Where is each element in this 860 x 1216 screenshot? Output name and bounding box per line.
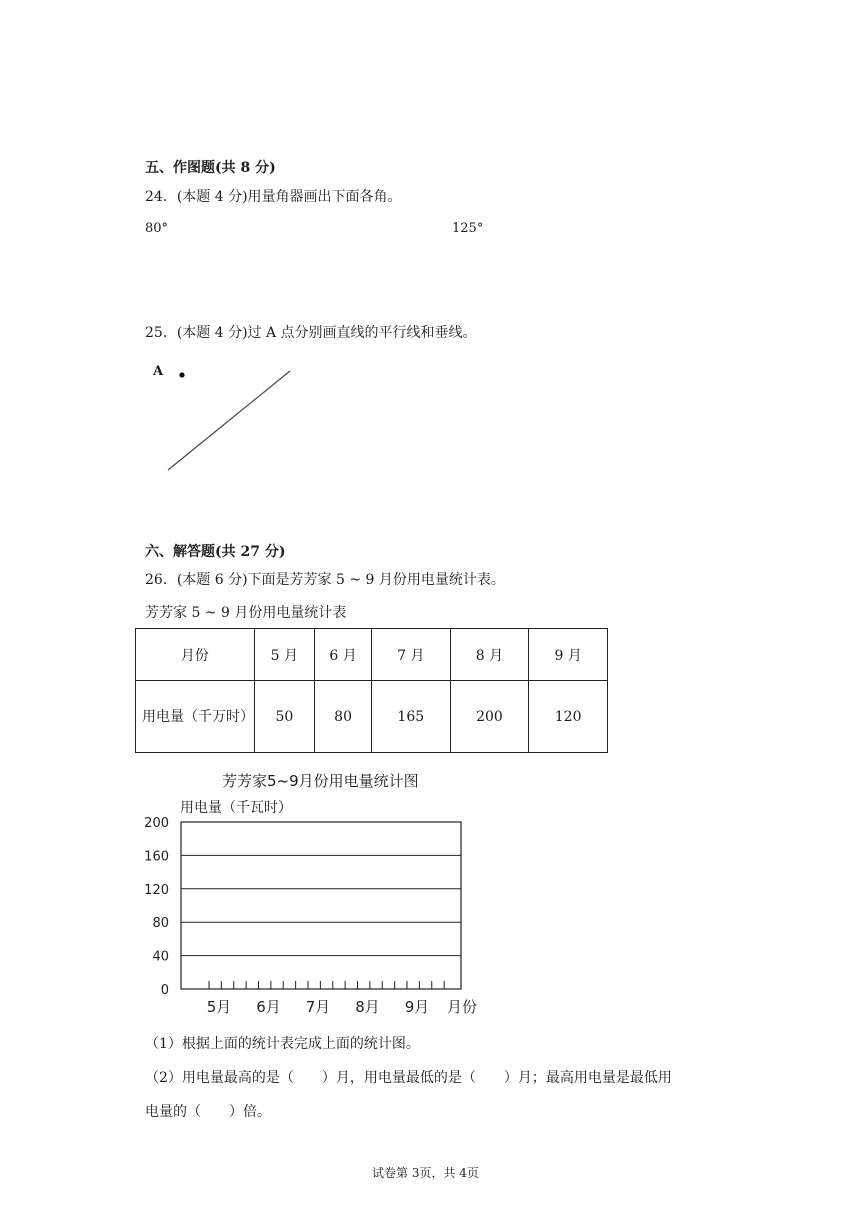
- value-cell: 50: [254, 681, 315, 753]
- header-cell-month: 月份: [136, 629, 255, 681]
- header-cell: 9 月: [529, 629, 608, 681]
- row-label-cell: 用电量（千万时）: [136, 681, 255, 753]
- y-tick-label: 80: [152, 916, 169, 932]
- plot-frame: [181, 822, 461, 989]
- section-six-title: 六、解答题(共 27 分): [145, 544, 286, 560]
- y-tick-label: 160: [144, 849, 169, 865]
- table-header-row: [136, 629, 608, 681]
- point-a-dot: [179, 372, 184, 377]
- x-category-label: 5月: [206, 998, 232, 1016]
- subquestion-2-line2: 电量的（ ）倍。: [145, 1104, 271, 1120]
- x-category-label: 9月: [404, 998, 430, 1016]
- electricity-chart: [135, 815, 495, 1020]
- x-axis-label: 月份: [446, 998, 478, 1016]
- question-24-text: 24．(本题 4 分)用量角器画出下面各角。: [145, 189, 402, 205]
- x-category-label: 8月: [355, 998, 380, 1016]
- point-a-label: A: [153, 364, 164, 379]
- given-line: [168, 371, 290, 470]
- line-figure: [140, 360, 310, 480]
- question-26-text: 26．(本题 6 分)下面是芳芳家 5 ~ 9 月份用电量统计表。: [145, 572, 505, 588]
- x-category-label: 6月: [256, 998, 281, 1016]
- section-five-title: 五、作图题(共 8 分): [145, 160, 276, 176]
- value-cell: 80: [315, 681, 372, 753]
- angle-80-label: 80°: [145, 221, 169, 236]
- question-25-text: 25．(本题 4 分)过 A 点分别画直线的平行线和垂线。: [145, 325, 477, 341]
- value-cell: 165: [371, 681, 450, 753]
- header-cell: 8 月: [450, 629, 529, 681]
- chart-y-axis-label: 用电量（千瓦时）: [180, 800, 292, 816]
- subquestion-1: （1）根据上面的统计表完成上面的统计图。: [145, 1036, 420, 1052]
- table-data-row: [136, 681, 608, 753]
- x-category-label: 7月: [305, 998, 331, 1016]
- header-cell: 5 月: [254, 629, 315, 681]
- y-tick-label: 0: [160, 983, 169, 998]
- page-footer: 试卷第 3页，共 4页: [372, 1166, 479, 1180]
- value-cell: 200: [450, 681, 529, 753]
- table-caption: 芳芳家 5 ~ 9 月份用电量统计表: [145, 605, 347, 621]
- y-tick-label: 40: [152, 949, 169, 965]
- header-cell: 6 月: [315, 629, 372, 681]
- header-cell: 7 月: [371, 629, 450, 681]
- y-tick-label: 120: [144, 882, 169, 898]
- electricity-table: [135, 628, 608, 753]
- chart-title: 芳芳家5~9月份用电量统计图: [222, 772, 419, 790]
- subquestion-2-line1: （2）用电量最高的是（ ）月，用电量最低的是（ ）月；最高用电量是最低用: [145, 1070, 672, 1086]
- value-cell: 120: [529, 681, 608, 753]
- y-tick-label: 200: [144, 816, 169, 831]
- angle-125-label: 125°: [452, 221, 484, 236]
